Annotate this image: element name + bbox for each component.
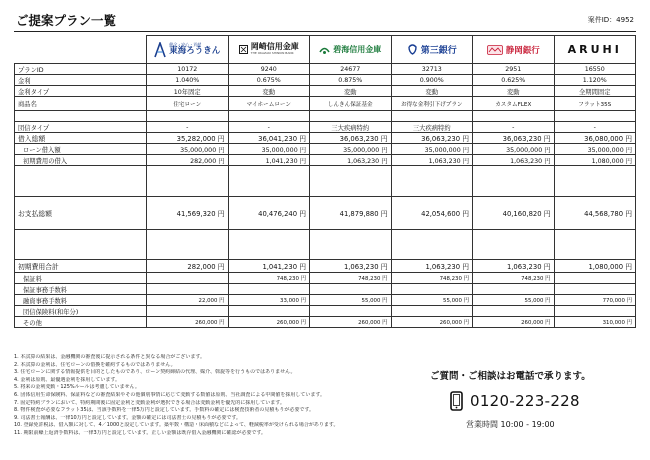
row-label: お支払総額: [15, 197, 147, 230]
table-row: [15, 230, 636, 260]
table-cell: カスタムFLEX: [473, 97, 555, 111]
table-cell: 1.120%: [554, 75, 636, 86]
table-cell: 1,080,000 円: [554, 155, 636, 166]
table-cell: 1,063,230 円: [310, 155, 392, 166]
note-line: 7. 固定特約プランにおいて、特約期間後に固定金利と変動金利が選択できる場合は変動金利を優先的に採用しています。: [14, 399, 285, 406]
bank-logo-aruhi: [554, 36, 636, 64]
table-row: [15, 122, 636, 133]
table-cell: [147, 273, 229, 284]
bank-name: 静岡銀行: [505, 45, 540, 56]
case-id: 案件ID：4952: [587, 16, 634, 24]
table-cell: 0.875%: [310, 75, 392, 86]
table-cell: お得な金利引下げプラン: [391, 97, 473, 111]
table-cell: [228, 111, 310, 122]
row-label: 保証事務手数料: [15, 284, 147, 295]
table-cell: 全期間固定: [554, 86, 636, 97]
table-cell: [147, 230, 229, 260]
table-cell: 41,879,880 円: [310, 197, 392, 230]
table-cell: [147, 284, 229, 295]
table-cell: 33,000 円: [228, 295, 310, 306]
table-cell: 260,000 円: [310, 317, 392, 328]
table-cell: 0.625%: [473, 75, 555, 86]
note-line: 3. 住宅ローンに関する情報提供を目的としたものであり、ローン契約締結の代理、媒介、斡旋等を行うものではありません。: [14, 369, 296, 376]
table-cell: [228, 166, 310, 197]
table-cell: [554, 111, 636, 122]
phone-row[interactable]: [450, 391, 580, 411]
table-cell: 55,000 円: [473, 295, 555, 306]
table-cell: 32713: [391, 64, 473, 75]
row-label: 金利タイプ: [15, 86, 147, 97]
table-cell: 10172: [147, 64, 229, 75]
table-cell: 748,230 円: [473, 273, 555, 284]
table-cell: [554, 306, 636, 317]
table-cell: 770,000 円: [554, 295, 636, 306]
table-cell: [228, 306, 310, 317]
table-cell: 35,000,000 円: [147, 144, 229, 155]
row-label: 借入総額: [15, 133, 147, 144]
note-line: 9. 司法書士報酬は、一律10万円と設定しています。金額の確定には司法書士の見積もりが必要です。: [14, 414, 241, 421]
table-cell: 260,000 円: [147, 317, 229, 328]
table-cell: 変動: [391, 86, 473, 97]
table-cell: [310, 230, 392, 260]
bank-tagline: THE OKAZAKI SHINKIN BANK: [250, 51, 294, 56]
tokai-rokin-emblem-icon: [154, 42, 166, 58]
table-cell: 35,000,000 円: [473, 144, 555, 155]
table-row: [15, 197, 636, 230]
table-row: [15, 317, 636, 328]
bank-name: 東海ろうきん: [169, 46, 221, 57]
table-cell: [473, 306, 555, 317]
table-cell: 1,041,230 円: [228, 260, 310, 273]
contact-heading: ご質問・ご相談はお電話で承ります。: [430, 371, 591, 382]
row-label: 初期費用合計: [15, 260, 147, 273]
table-cell: 282,000 円: [147, 260, 229, 273]
table-cell: [228, 284, 310, 295]
table-row: [15, 166, 636, 197]
daisan-emblem-icon: [407, 44, 418, 55]
table-cell: -: [228, 122, 310, 133]
row-label: 団信保険料(和年分): [15, 306, 147, 317]
page-title: ご提案プラン一覧: [16, 13, 117, 28]
row-label: 保証料: [15, 273, 147, 284]
table-cell: 36,063,230 円: [310, 133, 392, 144]
table-cell: 55,000 円: [310, 295, 392, 306]
bank-logo-okazaki-shinkin: [228, 36, 310, 64]
table-cell: 36,080,000 円: [554, 133, 636, 144]
note-line: 2. 本試算の金利は、住宅ローンの借換を確約するものではありません。: [14, 361, 176, 368]
table-cell: [473, 284, 555, 295]
okazaki-emblem-icon: [239, 45, 248, 54]
table-row: [15, 64, 636, 75]
table-cell: 住宅ローン: [147, 97, 229, 111]
table-cell: [554, 230, 636, 260]
table-row: [15, 133, 636, 144]
table-cell: 1.040%: [147, 75, 229, 86]
table-cell: 260,000 円: [473, 317, 555, 328]
table-cell: 36,063,230 円: [391, 133, 473, 144]
table-cell: 22,000 円: [147, 295, 229, 306]
table-cell: 40,476,240 円: [228, 197, 310, 230]
table-cell: 35,000,000 円: [228, 144, 310, 155]
corner-cell: [15, 36, 147, 64]
row-label: [15, 230, 147, 260]
table-cell: 310,000 円: [554, 317, 636, 328]
table-cell: [554, 284, 636, 295]
row-label: 団信タイプ: [15, 122, 147, 133]
table-cell: 16550: [554, 64, 636, 75]
table-cell: 42,054,600 円: [391, 197, 473, 230]
table-row: [15, 86, 636, 97]
table-cell: フラット35S: [554, 97, 636, 111]
table-cell: [147, 166, 229, 197]
bank-tagline: 健全・安心・貢献: [169, 41, 202, 47]
table-cell: 44,568,780 円: [554, 197, 636, 230]
note-line: 1. 本試算の結果は、金融機関の審査後に提示される条件と異なる場合がございます。: [14, 354, 205, 360]
smartphone-icon: [450, 391, 463, 411]
row-label: 金利: [15, 75, 147, 86]
table-row: [15, 97, 636, 111]
bank-name: 第三銀行: [420, 46, 457, 56]
row-label: その他: [15, 317, 147, 328]
note-line: 6. 団体信用生命保険料、保証料などの審査結果やその他個別事情に応じて変動する数値は原則、当社調査による中間値を採用しています。: [14, 391, 325, 398]
table-cell: 55,000 円: [391, 295, 473, 306]
table-cell: 三大疾病特約: [310, 122, 392, 133]
table-cell: 1,063,230 円: [391, 260, 473, 273]
table-cell: 36,041,230 円: [228, 133, 310, 144]
table-cell: [310, 111, 392, 122]
table-cell: 変動: [473, 86, 555, 97]
table-row: [15, 111, 636, 122]
table-row: [15, 273, 636, 284]
row-label: 商品名: [15, 97, 147, 111]
table-cell: [147, 306, 229, 317]
table-cell: 変動: [228, 86, 310, 97]
table-cell: [391, 284, 473, 295]
note-line: 4. 金利は原則、最優遇金利を採用しています。: [14, 376, 120, 383]
table-cell: 36,063,230 円: [473, 133, 555, 144]
table-cell: 0.675%: [228, 75, 310, 86]
bank-logo-hekikai-shinkin: [310, 36, 392, 64]
note-line: 8. 物件検査が必要なフラット35は、当該手数料を一律5万円と設定しています。手数料の確定には検査技術者の見積もりが必要です。: [14, 407, 315, 414]
hekikai-emblem-icon: [319, 45, 330, 55]
bank-name: 岡崎信用金庫: [250, 42, 299, 52]
bank-logo-row: [15, 36, 636, 64]
row-label: プランID: [15, 64, 147, 75]
table-cell: 1,063,230 円: [473, 260, 555, 273]
table-cell: 2951: [473, 64, 555, 75]
table-cell: [473, 111, 555, 122]
table-cell: 変動: [310, 86, 392, 97]
table-cell: 748,230 円: [310, 273, 392, 284]
table-cell: 三大疾病特約: [391, 122, 473, 133]
table-cell: [310, 284, 392, 295]
table-cell: 1,080,000 円: [554, 260, 636, 273]
table-cell: 35,000,000 円: [391, 144, 473, 155]
table-cell: 260,000 円: [391, 317, 473, 328]
table-cell: [554, 273, 636, 284]
shizuoka-emblem-icon: [487, 45, 503, 55]
row-label: 初期費用の借入: [15, 155, 147, 166]
table-cell: 282,000 円: [147, 155, 229, 166]
table-cell: 0.900%: [391, 75, 473, 86]
table-cell: [310, 166, 392, 197]
table-cell: -: [147, 122, 229, 133]
table-cell: -: [554, 122, 636, 133]
phone-number[interactable]: 0120-223-228: [470, 392, 580, 410]
table-cell: 24677: [310, 64, 392, 75]
table-cell: [391, 306, 473, 317]
table-row: [15, 306, 636, 317]
bank-logo-shizuoka-bank: [473, 36, 555, 64]
disclaimer-notes: [14, 354, 409, 438]
table-cell: 41,569,320 円: [147, 197, 229, 230]
table-cell: 748,230 円: [391, 273, 473, 284]
table-cell: [228, 230, 310, 260]
table-cell: [310, 306, 392, 317]
bank-name: ARUHI: [567, 43, 622, 56]
row-label: [15, 166, 147, 197]
plan-comparison-table: [14, 35, 636, 328]
table-cell: 748,230 円: [228, 273, 310, 284]
table-cell: 35,000,000 円: [310, 144, 392, 155]
note-line: 11. 期限前繰上返済手数料は、一律3万円と設定しています。正しい金額は既存借入金融機関に確認が必要です。: [14, 429, 266, 436]
business-hours: 営業時間 10:00 - 19:00: [466, 420, 555, 429]
table-cell: 40,160,820 円: [473, 197, 555, 230]
table-cell: 10年固定: [147, 86, 229, 97]
table-cell: 260,000 円: [228, 317, 310, 328]
table-cell: 1,063,230 円: [473, 155, 555, 166]
note-line: 10. 登録免許税は、借入額に対して、4／1000と設定しています。築年数・構造・床面積などによって、軽減税率が受けられる場合があります。: [14, 422, 339, 429]
table-cell: 1,041,230 円: [228, 155, 310, 166]
table-cell: [554, 166, 636, 197]
table-cell: 35,282,000 円: [147, 133, 229, 144]
table-cell: 1,063,230 円: [391, 155, 473, 166]
table-row: [15, 155, 636, 166]
table-cell: 1,063,230 円: [310, 260, 392, 273]
bank-logo-daisan-bank: [391, 36, 473, 64]
row-label: [15, 111, 147, 122]
table-row: [15, 284, 636, 295]
plan-rows: [15, 64, 636, 328]
title-divider: [14, 31, 636, 32]
table-row: [15, 260, 636, 273]
table-cell: 9240: [228, 64, 310, 75]
note-line: 5. 将来の金利変動・125%ルールは考慮していません。: [14, 384, 140, 391]
table-cell: [391, 111, 473, 122]
table-cell: [147, 111, 229, 122]
table-cell: [391, 230, 473, 260]
table-cell: しんきん保証基金: [310, 97, 392, 111]
table-cell: 35,000,000 円: [554, 144, 636, 155]
table-cell: [473, 166, 555, 197]
table-cell: [391, 166, 473, 197]
table-cell: [473, 230, 555, 260]
table-cell: -: [473, 122, 555, 133]
row-label: ローン借入額: [15, 144, 147, 155]
table-cell: マイホームローン: [228, 97, 310, 111]
bank-name: 碧海信用金庫: [333, 45, 382, 54]
table-row: [15, 75, 636, 86]
table-row: [15, 295, 636, 306]
bank-logo-tokai-rokin: [147, 36, 229, 64]
row-label: 融資事務手数料: [15, 295, 147, 306]
table-row: [15, 144, 636, 155]
